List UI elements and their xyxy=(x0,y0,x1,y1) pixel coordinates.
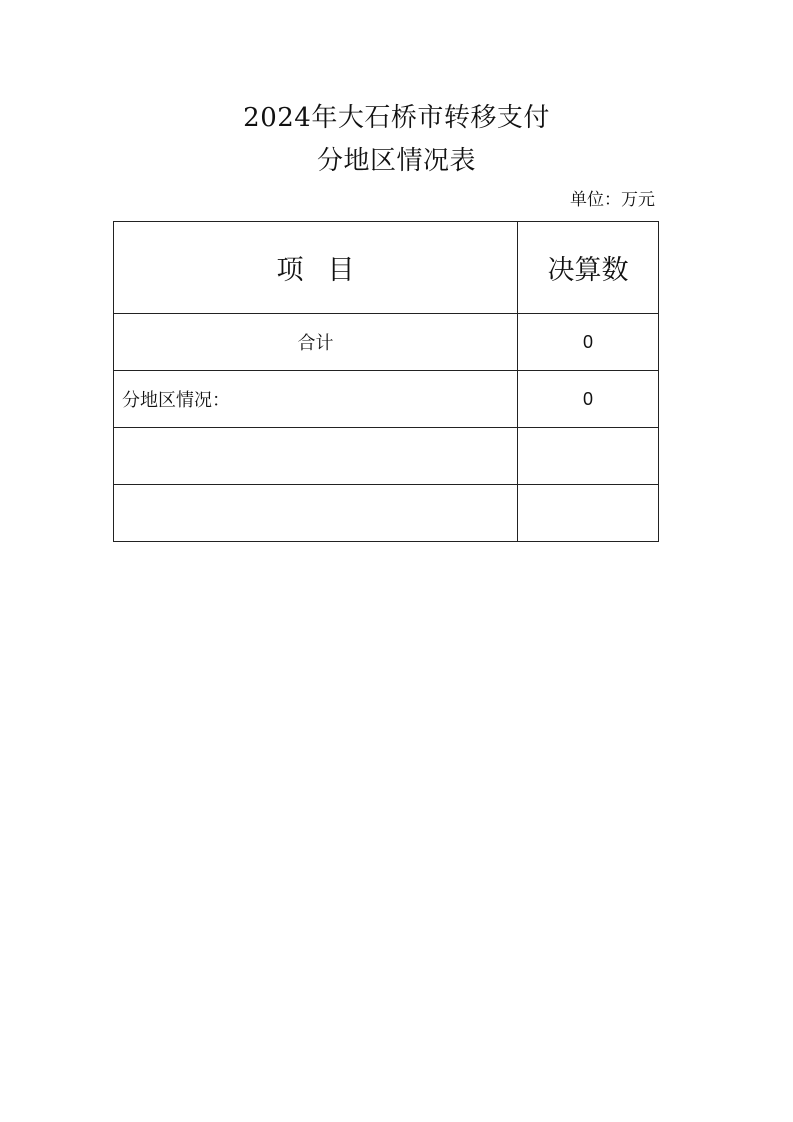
row-label: 分地区情况： xyxy=(114,371,518,428)
header-item-cell xyxy=(114,222,518,314)
table-header-row xyxy=(114,222,659,314)
transfer-payment-table xyxy=(113,221,659,542)
row-label xyxy=(114,428,518,485)
header-amount: 决算数 xyxy=(518,222,659,314)
table-row-total xyxy=(114,314,659,371)
document-title-line-1: 2024年大石桥市转移支付 xyxy=(243,103,550,133)
table-row-empty xyxy=(114,485,659,542)
unit-label: 单位：万元 xyxy=(570,190,655,210)
row-value: 0 xyxy=(518,314,659,371)
row-label: 合计 xyxy=(114,314,518,371)
row-value xyxy=(518,428,659,485)
row-value: 0 xyxy=(518,371,659,428)
header-item: 项目 xyxy=(276,255,379,286)
table-row-empty xyxy=(114,428,659,485)
row-value xyxy=(518,485,659,542)
table-row-by-region xyxy=(114,371,659,428)
document-title-line-2: 分地区情况表 xyxy=(316,146,476,176)
row-label xyxy=(114,485,518,542)
